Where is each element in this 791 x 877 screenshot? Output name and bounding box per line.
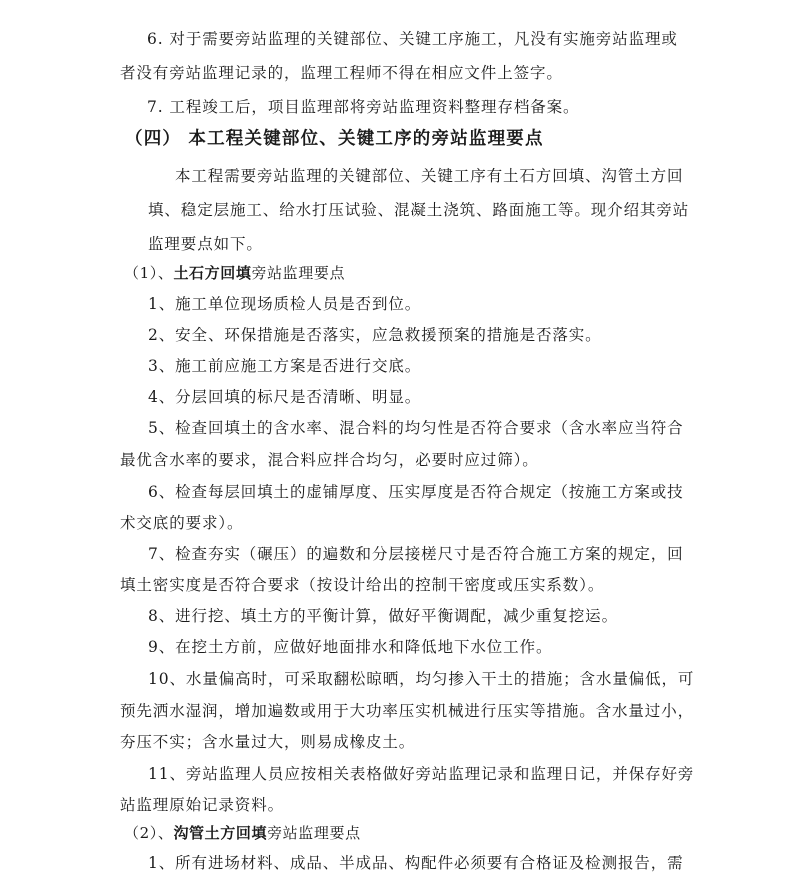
subsection-heading xyxy=(124,823,361,843)
subsection-suffix: 旁站监理要点 xyxy=(267,824,361,842)
list-item: 10、水量偏高时，可采取翻松晾晒，均匀掺入干土的措施；含水量偏低，可 xyxy=(148,670,695,688)
paragraph-line: 7. 工程竣工后，项目监理部将旁站监理资料整理存档备案。 xyxy=(147,98,580,116)
list-item-continuation: 最优含水率的要求，混合料应拌合均匀，必要时应过筛）。 xyxy=(120,451,539,469)
list-item: 7、检查夯实（碾压）的遍数和分层接槎尺寸是否符合施工方案的规定，回 xyxy=(148,545,684,563)
list-item: 4、分层回填的标尺是否清晰、明显。 xyxy=(148,388,422,406)
list-item: 1、施工单位现场质检人员是否到位。 xyxy=(148,295,422,313)
subsection-title: 土石方回填 xyxy=(173,264,252,282)
list-item-continuation: 预先洒水湿润，增加遍数或用于大功率压实机械进行压实等措施。含水量过小， xyxy=(120,702,695,720)
list-item-continuation: 术交底的要求）。 xyxy=(120,514,244,532)
paragraph-line: 填、稳定层施工、给水打压试验、混凝土浇筑、路面施工等。现介绍其旁站 xyxy=(148,201,690,219)
subsection-heading xyxy=(124,263,345,283)
list-item: 6、检查每层回填土的虚铺厚度、压实厚度是否符合规定（按施工方案或技 xyxy=(148,483,684,501)
list-item: 8、进行挖、填土方的平衡计算，做好平衡调配，减少重复挖运。 xyxy=(148,607,618,625)
list-item-continuation: 夯压不实；含水量过大，则易成橡皮土。 xyxy=(120,733,416,751)
paragraph-line: 者没有旁站监理记录的，监理工程师不得在相应文件上签字。 xyxy=(120,64,563,82)
list-item: 11、旁站监理人员应按相关表格做好旁站监理记录和监理日记，并保存好旁 xyxy=(148,765,695,783)
list-item-continuation: 站监理原始记录资料。 xyxy=(120,796,285,814)
list-item: 3、施工前应施工方案是否进行交底。 xyxy=(148,357,422,375)
section-heading: （四） 本工程关键部位、关键工序的旁站监理要点 xyxy=(125,129,544,149)
list-item: 1、所有进场材料、成品、半成品、构配件必须要有合格证及检测报告，需 xyxy=(148,854,684,872)
paragraph-line: 监理要点如下。 xyxy=(148,235,263,253)
list-item: 2、安全、环保措施是否落实，应急救援预案的措施是否落实。 xyxy=(148,326,602,344)
subsection-number: （2）、 xyxy=(124,824,174,842)
list-item: 9、在挖土方前，应做好地面排水和降低地下水位工作。 xyxy=(148,638,553,656)
subsection-title: 沟管土方回填 xyxy=(173,824,268,842)
list-item: 5、检查回填土的含水率、混合料的均匀性是否符合要求（含水率应当符合 xyxy=(148,419,684,437)
subsection-suffix: 旁站监理要点 xyxy=(251,264,346,282)
paragraph-line: 6. 对于需要旁站监理的关键部位、关键工序施工，凡没有实施旁站监理或 xyxy=(147,30,678,48)
list-item-continuation: 填土密实度是否符合要求（按设计给出的控制干密度或压实系数）。 xyxy=(120,576,605,594)
subsection-number: （1）、 xyxy=(124,264,174,282)
paragraph-line: 本工程需要旁站监理的关键部位、关键工序有土石方回填、沟管土方回 xyxy=(175,167,684,185)
